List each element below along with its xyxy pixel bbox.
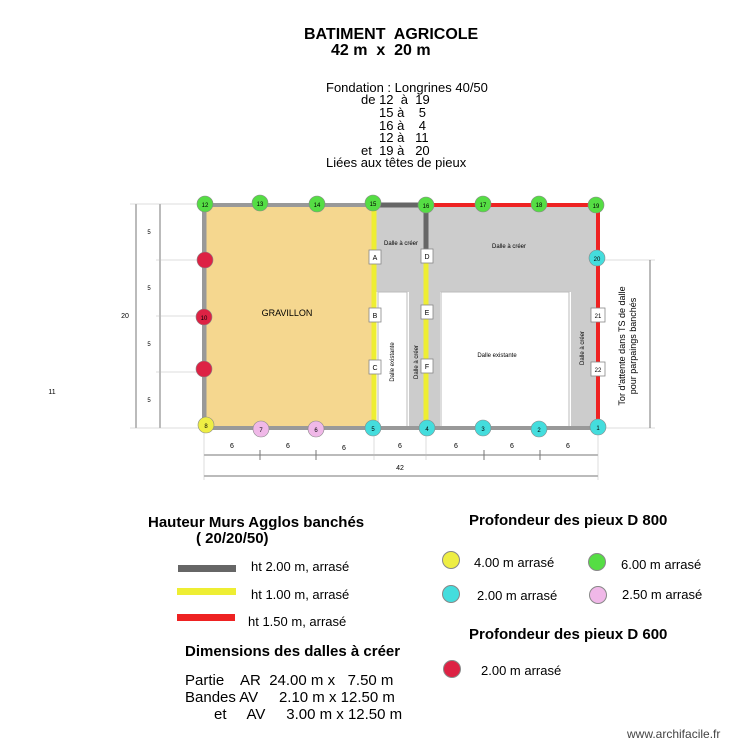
dim-left-2: 5 [147, 286, 151, 292]
dim-bottom-7: 6 [566, 443, 570, 450]
pile-legend-circle-6m [588, 553, 606, 571]
dalle-a-creer-label-4: Dalle à créer [580, 330, 586, 366]
svg-text:12: 12 [201, 203, 209, 209]
svg-text:6: 6 [314, 428, 318, 434]
pile-9 [197, 252, 213, 268]
piles-800-title: Profondeur des pieux D 800 [469, 512, 668, 529]
pile-7 [253, 421, 269, 437]
svg-text:14: 14 [313, 203, 321, 209]
pile-4 [419, 420, 435, 436]
svg-text:C: C [372, 365, 378, 372]
pile-2 [531, 421, 547, 437]
foundation-line-6: et 19 à 20 [361, 143, 430, 158]
svg-text:19: 19 [592, 204, 600, 210]
dim-bottom-3: 6 [342, 445, 346, 452]
svg-text:17: 17 [479, 203, 487, 209]
pile-legend-circle-4m [442, 551, 460, 569]
slab-dims-row-1: Partie AR 24.00 m x 7.50 m [185, 672, 394, 689]
dim-bottom-5: 6 [454, 443, 458, 450]
wall-legend-label-2m: ht 2.00 m, arrasé [251, 559, 350, 574]
dim-bottom-total: 42 [396, 465, 404, 472]
pile-1 [590, 419, 606, 435]
gravillon-label: GRAVILLON [261, 308, 313, 318]
pile-20 [589, 250, 605, 266]
dalle-existante-label-1: Dalle existante [477, 353, 517, 359]
pile-11 [196, 361, 212, 377]
svg-text:7: 7 [259, 428, 263, 434]
watermark: www.archifacile.fr [627, 727, 721, 741]
title-line-2: 42 m x 20 m [331, 42, 431, 59]
svg-text:13: 13 [256, 202, 264, 208]
dim-left-total: 20 [121, 313, 129, 320]
svg-text:16: 16 [422, 204, 430, 210]
pile-12 [197, 196, 213, 212]
svg-text:18: 18 [535, 203, 543, 209]
pile-8 [198, 417, 214, 433]
pile-legend-circle-2-5m [589, 586, 607, 604]
marker-d [421, 249, 433, 263]
slab-dims-title: Dimensions des dalles à créer [185, 643, 401, 660]
svg-text:22: 22 [594, 368, 602, 374]
wall-legend-label-1m: ht 1.00 m, arrasé [251, 587, 350, 602]
pile-5 [365, 420, 381, 436]
svg-text:20: 20 [593, 257, 601, 263]
pile-legend-label-2m: 2.00 m arrasé [477, 588, 558, 603]
pile-13 [252, 195, 268, 211]
dalle-existante-label-2: Dalle existante [390, 342, 396, 382]
svg-text:10: 10 [200, 316, 208, 322]
pile-15 [365, 195, 381, 211]
marker-f [421, 359, 433, 373]
svg-text:3: 3 [481, 427, 485, 433]
dim-bottom-2: 6 [286, 443, 290, 450]
wall-swatch-1m [177, 588, 236, 595]
foundation-line-1: Fondation : Longrines 40/50 [326, 80, 488, 95]
title-line-1: BATIMENT AGRICOLE [304, 26, 479, 43]
dalle-a-creer-label-2: Dalle à créer [491, 244, 527, 250]
foundation-line-4: 16 à 4 [379, 118, 426, 133]
walls-legend-title-2: ( 20/20/50) [196, 530, 269, 547]
foundation-line-2: de 12 à 19 [361, 92, 430, 107]
walls-legend-title-1: Hauteur Murs Agglos banchés [148, 514, 365, 531]
svg-text:2: 2 [537, 428, 541, 434]
vertical-note-line-1: Tor d'attente dans TS de dalle [617, 286, 627, 406]
marker-c [369, 360, 381, 374]
pile-18 [531, 196, 547, 212]
pile-legend-circle-d600 [443, 660, 461, 678]
dim-left-stray: 11 [48, 389, 56, 396]
marker-a [369, 250, 381, 264]
svg-text:E: E [424, 310, 430, 317]
slab-dims-row-2: Bandes AV 2.10 m x 12.50 m [185, 689, 395, 706]
svg-text:A: A [372, 255, 378, 262]
marker-22 [591, 362, 605, 376]
dalle-a-creer-back [376, 206, 598, 292]
svg-text:4: 4 [425, 427, 429, 433]
dalle-a-creer-label-3: Dalle à créer [414, 344, 420, 380]
foundation-line-7: Liées aux têtes de pieux [326, 155, 467, 170]
pile-6 [308, 421, 324, 437]
dalle-a-creer-label-1: Dalle à créer [383, 241, 419, 247]
marker-b [369, 308, 381, 322]
wall-legend-label-1-5m: ht 1.50 m, arrasé [248, 614, 347, 629]
pile-legend-label-4m: 4.00 m arrasé [474, 555, 555, 570]
svg-text:1: 1 [596, 426, 600, 432]
svg-text:21: 21 [594, 314, 602, 320]
foundation-line-3: 15 à 5 [379, 105, 426, 120]
dim-bottom-1: 6 [230, 443, 234, 450]
marker-21 [591, 308, 605, 322]
pile-16 [418, 197, 434, 213]
wall-swatch-2m [178, 565, 236, 572]
pile-10 [196, 309, 212, 325]
dim-bottom-4: 6 [398, 443, 402, 450]
svg-text:5: 5 [371, 427, 375, 433]
svg-text:B: B [372, 313, 378, 320]
piles-600-title: Profondeur des pieux D 600 [469, 626, 668, 643]
svg-text:15: 15 [369, 202, 377, 208]
wall-swatch-1-5m [177, 614, 235, 621]
pile-legend-circle-2m [442, 585, 460, 603]
svg-text:D: D [424, 254, 430, 261]
slab-dims-row-3: et AV 3.00 m x 12.50 m [214, 706, 403, 723]
pile-3 [475, 420, 491, 436]
dim-bottom-6: 6 [510, 443, 514, 450]
pile-17 [475, 196, 491, 212]
pile-14 [309, 196, 325, 212]
dim-left-3: 5 [147, 342, 151, 348]
svg-text:8: 8 [204, 424, 208, 430]
pile-legend-label-6m: 6.00 m arrasé [621, 557, 702, 572]
svg-text:F: F [424, 364, 430, 371]
dim-left-1: 5 [147, 230, 151, 236]
dalle-existante-2 [441, 292, 569, 428]
pile-legend-label-d600: 2.00 m arrasé [481, 663, 562, 678]
pile-19 [588, 197, 604, 213]
dim-left-4: 5 [147, 398, 151, 404]
pile-legend-label-2-5m: 2.50 m arrasé [622, 587, 703, 602]
foundation-line-5: 12 à 11 [379, 130, 429, 145]
vertical-note-line-2: pour parpaings banchés [628, 297, 638, 395]
marker-e [421, 305, 433, 319]
